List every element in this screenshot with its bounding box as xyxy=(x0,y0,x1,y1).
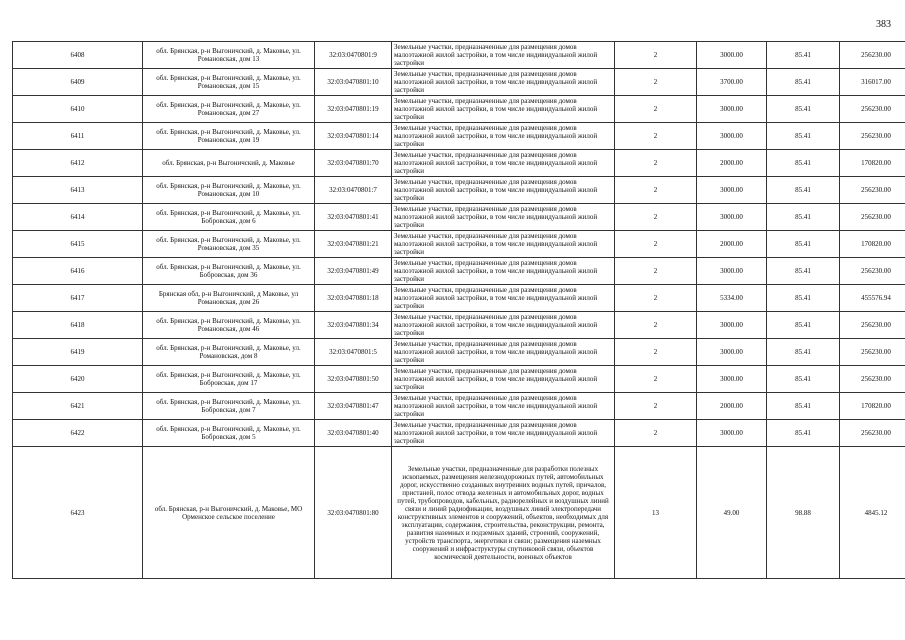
area-cell: 3000.00 xyxy=(697,123,767,150)
category-cell: 2 xyxy=(615,366,697,393)
category-cell: 2 xyxy=(615,393,697,420)
land-use-cell: Земельные участки, предназначенные для размещения домов малоэтажной жилой застройки, в том числе индивидуальной жилой застройки xyxy=(392,258,615,285)
address-cell: обл. Брянская, р-н Выгоничский, д. Маковье, ул. Романовская, дом 35 xyxy=(143,231,315,258)
rate-cell: 85.41 xyxy=(767,42,840,69)
table-row xyxy=(13,42,905,69)
row-number-cell: 6421 xyxy=(13,393,143,420)
category-cell: 2 xyxy=(615,285,697,312)
land-use-cell: Земельные участки, предназначенные для размещения домов малоэтажной жилой застройки, в том числе индивидуальной жилой застройки xyxy=(392,123,615,150)
address-cell: обл. Брянская, р-н Выгоничский, д. Маковье xyxy=(143,150,315,177)
land-use-cell: Земельные участки, предназначенные для размещения домов малоэтажной жилой застройки, в том числе индивидуальной жилой застройки xyxy=(392,366,615,393)
cadastral-number-cell: 32:03:0470801:10 xyxy=(315,69,392,96)
rate-cell: 85.41 xyxy=(767,339,840,366)
land-use-cell: Земельные участки, предназначенные для размещения домов малоэтажной жилой застройки, в том числе индивидуальной жилой застройки xyxy=(392,150,615,177)
address-cell: обл. Брянская, р-н Выгоничский, д. Маковье, ул. Романовская, дом 13 xyxy=(143,42,315,69)
area-cell: 3700.00 xyxy=(697,69,767,96)
cadastral-number-cell: 32:03:0470801:21 xyxy=(315,231,392,258)
area-cell: 2000.00 xyxy=(697,150,767,177)
address-cell: обл. Брянская, р-н Выгоничский, д. Маковье, ул. Романовская, дом 8 xyxy=(143,339,315,366)
row-number-cell: 6416 xyxy=(13,258,143,285)
row-number-cell: 6409 xyxy=(13,69,143,96)
cadastral-number-cell: 32:03:0470801:50 xyxy=(315,366,392,393)
land-use-cell: Земельные участки, предназначенные для размещения домов малоэтажной жилой застройки, в том числе индивидуальной жилой застройки xyxy=(392,339,615,366)
rate-cell: 85.41 xyxy=(767,258,840,285)
land-use-cell: Земельные участки, предназначенные для размещения домов малоэтажной жилой застройки, в том числе индивидуальной жилой застройки xyxy=(392,285,615,312)
category-cell: 2 xyxy=(615,420,697,447)
table-row xyxy=(13,258,905,285)
area-cell: 2000.00 xyxy=(697,393,767,420)
cadastral-number-cell: 32:03:0470801:41 xyxy=(315,204,392,231)
table-row xyxy=(13,447,905,579)
land-registry-table xyxy=(12,41,905,579)
total-value-cell: 170820.00 xyxy=(840,150,905,177)
category-cell: 2 xyxy=(615,312,697,339)
total-value-cell: 256230.00 xyxy=(840,366,905,393)
area-cell: 3000.00 xyxy=(697,420,767,447)
area-cell: 3000.00 xyxy=(697,312,767,339)
rate-cell: 85.41 xyxy=(767,366,840,393)
row-number-cell: 6422 xyxy=(13,420,143,447)
cadastral-number-cell: 32:03:0470801:14 xyxy=(315,123,392,150)
table-row xyxy=(13,420,905,447)
land-use-cell: Земельные участки, предназначенные для размещения домов малоэтажной жилой застройки, в том числе индивидуальной жилой застройки xyxy=(392,96,615,123)
total-value-cell: 256230.00 xyxy=(840,123,905,150)
area-cell: 3000.00 xyxy=(697,42,767,69)
address-cell: Брянская обл, р-н Выгоничский, д Маковье, ул Романовская, дом 26 xyxy=(143,285,315,312)
table-row xyxy=(13,123,905,150)
rate-cell: 85.41 xyxy=(767,312,840,339)
land-use-cell: Земельные участки, предназначенные для размещения домов малоэтажной жилой застройки, в том числе индивидуальной жилой застройки xyxy=(392,231,615,258)
row-number-cell: 6418 xyxy=(13,312,143,339)
total-value-cell: 256230.00 xyxy=(840,258,905,285)
cadastral-number-cell: 32:03:0470801:40 xyxy=(315,420,392,447)
land-use-cell: Земельные участки, предназначенные для размещения домов малоэтажной жилой застройки, в том числе индивидуальной жилой застройки xyxy=(392,420,615,447)
total-value-cell: 256230.00 xyxy=(840,177,905,204)
category-cell: 13 xyxy=(615,447,697,579)
area-cell: 3000.00 xyxy=(697,366,767,393)
address-cell: обл. Брянская, р-н Выгоничский, д. Маковье, ул. Бобровская, дом 6 xyxy=(143,204,315,231)
area-cell: 3000.00 xyxy=(697,339,767,366)
land-use-cell: Земельные участки, предназначенные для размещения домов малоэтажной жилой застройки, в том числе индивидуальной жилой застройки xyxy=(392,42,615,69)
cadastral-number-cell: 32:03:0470801:18 xyxy=(315,285,392,312)
table-row xyxy=(13,231,905,258)
area-cell: 2000.00 xyxy=(697,231,767,258)
category-cell: 2 xyxy=(615,123,697,150)
area-cell: 5334.00 xyxy=(697,285,767,312)
total-value-cell: 4845.12 xyxy=(840,447,905,579)
cadastral-number-cell: 32:03:0470801:7 xyxy=(315,177,392,204)
address-cell: обл. Брянская, р-н Выгоничский, д. Маковье, ул. Бобровская, дом 7 xyxy=(143,393,315,420)
table-row xyxy=(13,150,905,177)
total-value-cell: 256230.00 xyxy=(840,420,905,447)
cadastral-number-cell: 32:03:0470801:80 xyxy=(315,447,392,579)
address-cell: обл. Брянская, р-н Выгоничский, д. Маковье, МО Орменское сельское поселение xyxy=(143,447,315,579)
rate-cell: 85.41 xyxy=(767,96,840,123)
table-row xyxy=(13,204,905,231)
total-value-cell: 256230.00 xyxy=(840,312,905,339)
category-cell: 2 xyxy=(615,204,697,231)
area-cell: 3000.00 xyxy=(697,204,767,231)
land-use-cell: Земельные участки, предназначенные для размещения домов малоэтажной жилой застройки, в том числе индивидуальной жилой застройки xyxy=(392,204,615,231)
table-row xyxy=(13,96,905,123)
cadastral-number-cell: 32:03:0470801:47 xyxy=(315,393,392,420)
cadastral-number-cell: 32:03:0470801:5 xyxy=(315,339,392,366)
address-cell: обл. Брянская, р-н Выгоничский, д. Маковье, ул. Романовская, дом 19 xyxy=(143,123,315,150)
cadastral-number-cell: 32:03:0470801:19 xyxy=(315,96,392,123)
category-cell: 2 xyxy=(615,258,697,285)
total-value-cell: 170820.00 xyxy=(840,393,905,420)
cadastral-number-cell: 32:03:0470801:49 xyxy=(315,258,392,285)
row-number-cell: 6417 xyxy=(13,285,143,312)
table-row xyxy=(13,312,905,339)
address-cell: обл. Брянская, р-н Выгоничский, д. Маковье, ул. Романовская, дом 27 xyxy=(143,96,315,123)
category-cell: 2 xyxy=(615,150,697,177)
row-number-cell: 6413 xyxy=(13,177,143,204)
rate-cell: 85.41 xyxy=(767,231,840,258)
cadastral-number-cell: 32:03:0470801:70 xyxy=(315,150,392,177)
address-cell: обл. Брянская, р-н Выгоничский, д. Маковье, ул. Бобровская, дом 5 xyxy=(143,420,315,447)
table-row xyxy=(13,285,905,312)
table-row xyxy=(13,339,905,366)
land-use-cell: Земельные участки, предназначенные для разработки полезных ископаемых, размещения железнодорожных путей, автомобильных дорог, искусственно созданных внутренних водных путей, причалов, пристаней, полос отвода железных и автомобильных дорог, водных путей, трубопроводов, кабельных, радиорелейных и воздушных линий связи и линий радиофикации, воздушных линий электропередачи конструктивных элементов и сооружений, объектов, необходимых для эксплуатации, содержания, строительства, реконструкции, ремонта, развития наземных и подземных зданий, строений, сооружений, устройств транспорта, энергетики и связи; размещения наземных сооружений и инфраструктуры спутниковой связи, объектов космической деятельности, военных объектов xyxy=(392,447,615,579)
total-value-cell: 256230.00 xyxy=(840,96,905,123)
table-row xyxy=(13,177,905,204)
category-cell: 2 xyxy=(615,69,697,96)
land-use-cell: Земельные участки, предназначенные для размещения домов малоэтажной жилой застройки, в том числе индивидуальной жилой застройки xyxy=(392,312,615,339)
category-cell: 2 xyxy=(615,339,697,366)
rate-cell: 85.41 xyxy=(767,285,840,312)
table-row xyxy=(13,393,905,420)
row-number-cell: 6408 xyxy=(13,42,143,69)
rate-cell: 85.41 xyxy=(767,177,840,204)
category-cell: 2 xyxy=(615,177,697,204)
cadastral-number-cell: 32:03:0470801:34 xyxy=(315,312,392,339)
rate-cell: 85.41 xyxy=(767,204,840,231)
cadastral-number-cell: 32:03:0470801:9 xyxy=(315,42,392,69)
total-value-cell: 256230.00 xyxy=(840,204,905,231)
table-row xyxy=(13,366,905,393)
address-cell: обл. Брянская, р-н Выгоничский, д. Маковье, ул. Романовская, дом 15 xyxy=(143,69,315,96)
area-cell: 3000.00 xyxy=(697,96,767,123)
row-number-cell: 6411 xyxy=(13,123,143,150)
address-cell: обл. Брянская, р-н Выгоничский, д. Маковье, ул. Бобровская, дом 36 xyxy=(143,258,315,285)
land-use-cell: Земельные участки, предназначенные для размещения домов малоэтажной жилой застройки, в том числе индивидуальной жилой застройки xyxy=(392,393,615,420)
rate-cell: 98.88 xyxy=(767,447,840,579)
row-number-cell: 6423 xyxy=(13,447,143,579)
rate-cell: 85.41 xyxy=(767,123,840,150)
total-value-cell: 170820.00 xyxy=(840,231,905,258)
area-cell: 49.00 xyxy=(697,447,767,579)
table-row xyxy=(13,69,905,96)
rate-cell: 85.41 xyxy=(767,150,840,177)
row-number-cell: 6415 xyxy=(13,231,143,258)
total-value-cell: 256230.00 xyxy=(840,339,905,366)
land-use-cell: Земельные участки, предназначенные для размещения домов малоэтажной жилой застройки, в том числе индивидуальной жилой застройки xyxy=(392,177,615,204)
category-cell: 2 xyxy=(615,42,697,69)
address-cell: обл. Брянская, р-н Выгоничский, д. Маковье, ул. Романовская, дом 46 xyxy=(143,312,315,339)
area-cell: 3000.00 xyxy=(697,258,767,285)
row-number-cell: 6412 xyxy=(13,150,143,177)
category-cell: 2 xyxy=(615,231,697,258)
row-number-cell: 6414 xyxy=(13,204,143,231)
rate-cell: 85.41 xyxy=(767,69,840,96)
category-cell: 2 xyxy=(615,96,697,123)
rate-cell: 85.41 xyxy=(767,393,840,420)
total-value-cell: 256230.00 xyxy=(840,42,905,69)
total-value-cell: 455576.94 xyxy=(840,285,905,312)
page-number: 383 xyxy=(876,19,891,30)
row-number-cell: 6420 xyxy=(13,366,143,393)
total-value-cell: 316017.00 xyxy=(840,69,905,96)
address-cell: обл. Брянская, р-н Выгоничский, д. Маковье, ул. Романовская, дом 10 xyxy=(143,177,315,204)
rate-cell: 85.41 xyxy=(767,420,840,447)
area-cell: 3000.00 xyxy=(697,177,767,204)
row-number-cell: 6410 xyxy=(13,96,143,123)
land-use-cell: Земельные участки, предназначенные для размещения домов малоэтажной жилой застройки, в том числе индивидуальной жилой застройки xyxy=(392,69,615,96)
address-cell: обл. Брянская, р-н Выгоничский, д. Маковье, ул. Бобровская, дом 17 xyxy=(143,366,315,393)
row-number-cell: 6419 xyxy=(13,339,143,366)
